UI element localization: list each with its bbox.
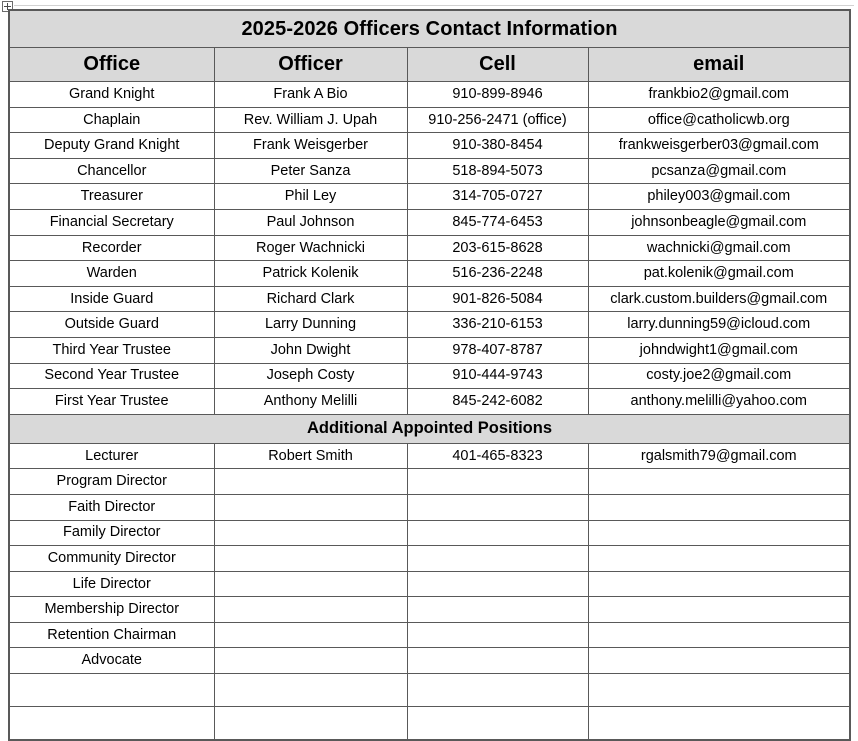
- cell-officer: [214, 707, 407, 741]
- cell-cell: [407, 707, 588, 741]
- cell-cell: 518-894-5073: [407, 158, 588, 184]
- cell-office: First Year Trustee: [9, 389, 214, 415]
- cell-email: [588, 707, 850, 741]
- column-header-cell: Cell: [407, 48, 588, 82]
- cell-officer: [214, 571, 407, 597]
- table-row: [9, 546, 850, 572]
- cell-cell: 336-210-6153: [407, 312, 588, 338]
- cell-cell: 901-826-5084: [407, 286, 588, 312]
- table-row: [9, 286, 850, 312]
- table-row: [9, 82, 850, 108]
- cell-office: Third Year Trustee: [9, 337, 214, 363]
- cell-office: Chancellor: [9, 158, 214, 184]
- table-row: [9, 469, 850, 495]
- cell-office: Program Director: [9, 469, 214, 495]
- cell-office: Faith Director: [9, 494, 214, 520]
- cell-officer: Roger Wachnicki: [214, 235, 407, 261]
- table-row: [9, 648, 850, 674]
- cell-cell: 910-899-8946: [407, 82, 588, 108]
- cell-email: clark.custom.builders@gmail.com: [588, 286, 850, 312]
- cell-email: [588, 546, 850, 572]
- table-row: [9, 389, 850, 415]
- cell-office: [9, 674, 214, 707]
- cell-office: Retention Chairman: [9, 622, 214, 648]
- cell-office: Grand Knight: [9, 82, 214, 108]
- cell-cell: [407, 571, 588, 597]
- cell-office: Membership Director: [9, 597, 214, 623]
- table-row: [9, 622, 850, 648]
- table-row: [9, 443, 850, 469]
- cell-cell: 845-774-6453: [407, 209, 588, 235]
- column-header-officer: Officer: [214, 48, 407, 82]
- cell-office: Life Director: [9, 571, 214, 597]
- cell-email: costy.joe2@gmail.com: [588, 363, 850, 389]
- cell-officer: Anthony Melilli: [214, 389, 407, 415]
- cell-email: [588, 571, 850, 597]
- table-row: [9, 363, 850, 389]
- cell-officer: [214, 546, 407, 572]
- table-title-banner: 2025-2026 Officers Contact Information: [9, 10, 850, 48]
- cell-cell: [407, 597, 588, 623]
- cell-email: [588, 597, 850, 623]
- table-row: [9, 107, 850, 133]
- cell-officer: Larry Dunning: [214, 312, 407, 338]
- cell-officer: John Dwight: [214, 337, 407, 363]
- table-row-empty: [9, 707, 850, 741]
- table-row: [9, 133, 850, 159]
- cell-cell: [407, 674, 588, 707]
- cell-cell: 203-615-8628: [407, 235, 588, 261]
- cell-officer: Joseph Costy: [214, 363, 407, 389]
- officers-table-container: [8, 9, 849, 741]
- cell-officer: Rev. William J. Upah: [214, 107, 407, 133]
- cell-email: johnsonbeagle@gmail.com: [588, 209, 850, 235]
- table-row: [9, 597, 850, 623]
- cell-officer: Frank A Bio: [214, 82, 407, 108]
- cell-cell: 910-444-9743: [407, 363, 588, 389]
- cell-office: Advocate: [9, 648, 214, 674]
- cell-officer: [214, 469, 407, 495]
- cell-officer: Phil Ley: [214, 184, 407, 210]
- cell-officer: Robert Smith: [214, 443, 407, 469]
- cell-office: Outside Guard: [9, 312, 214, 338]
- cell-cell: 516-236-2248: [407, 261, 588, 287]
- cell-email: [588, 469, 850, 495]
- column-header-row: [9, 48, 850, 82]
- table-row: [9, 261, 850, 287]
- cell-cell: 845-242-6082: [407, 389, 588, 415]
- cell-officer: Patrick Kolenik: [214, 261, 407, 287]
- cell-officer: [214, 622, 407, 648]
- cell-officer: Peter Sanza: [214, 158, 407, 184]
- cell-email: rgalsmith79@gmail.com: [588, 443, 850, 469]
- cell-cell: 978-407-8787: [407, 337, 588, 363]
- cell-cell: 910-380-8454: [407, 133, 588, 159]
- cell-officer: Richard Clark: [214, 286, 407, 312]
- cell-officer: [214, 494, 407, 520]
- cell-cell: [407, 546, 588, 572]
- section-banner-row: [9, 414, 850, 443]
- cell-office: Lecturer: [9, 443, 214, 469]
- cell-office: Treasurer: [9, 184, 214, 210]
- cell-officer: Frank Weisgerber: [214, 133, 407, 159]
- cell-officer: Paul Johnson: [214, 209, 407, 235]
- cell-office: Financial Secretary: [9, 209, 214, 235]
- table-row: [9, 520, 850, 546]
- cell-office: Warden: [9, 261, 214, 287]
- cell-office: Family Director: [9, 520, 214, 546]
- cell-cell: 314-705-0727: [407, 184, 588, 210]
- cell-cell: [407, 494, 588, 520]
- cell-office: Inside Guard: [9, 286, 214, 312]
- cell-office: Recorder: [9, 235, 214, 261]
- cell-email: [588, 622, 850, 648]
- officers-contact-table: [8, 9, 851, 741]
- cell-email: philey003@gmail.com: [588, 184, 850, 210]
- cell-email: anthony.melilli@yahoo.com: [588, 389, 850, 415]
- cell-email: pcsanza@gmail.com: [588, 158, 850, 184]
- table-row: [9, 494, 850, 520]
- cell-cell: 910-256-2471 (office): [407, 107, 588, 133]
- cell-office: Community Director: [9, 546, 214, 572]
- cell-email: [588, 648, 850, 674]
- cell-email: [588, 494, 850, 520]
- cell-cell: [407, 469, 588, 495]
- page-top-rule: [14, 5, 854, 6]
- cell-office: Chaplain: [9, 107, 214, 133]
- table-row: [9, 235, 850, 261]
- cell-officer: [214, 520, 407, 546]
- cell-email: office@catholicwb.org: [588, 107, 850, 133]
- cell-cell: [407, 648, 588, 674]
- column-header-email: email: [588, 48, 850, 82]
- column-header-office: Office: [9, 48, 214, 82]
- table-row: [9, 158, 850, 184]
- table-title-row: [9, 10, 850, 48]
- cell-office: [9, 707, 214, 741]
- cell-cell: 401-465-8323: [407, 443, 588, 469]
- cell-cell: [407, 622, 588, 648]
- cell-email: larry.dunning59@icloud.com: [588, 312, 850, 338]
- table-row: [9, 337, 850, 363]
- cell-email: [588, 674, 850, 707]
- cell-office: Second Year Trustee: [9, 363, 214, 389]
- cell-officer: [214, 674, 407, 707]
- table-row: [9, 209, 850, 235]
- section-banner-additional-appointed-positions: Additional Appointed Positions: [9, 414, 850, 443]
- cell-email: wachnicki@gmail.com: [588, 235, 850, 261]
- table-row: [9, 184, 850, 210]
- cell-officer: [214, 597, 407, 623]
- cell-office: Deputy Grand Knight: [9, 133, 214, 159]
- cell-officer: [214, 648, 407, 674]
- cell-cell: [407, 520, 588, 546]
- cell-email: pat.kolenik@gmail.com: [588, 261, 850, 287]
- cell-email: frankweisgerber03@gmail.com: [588, 133, 850, 159]
- table-row-empty: [9, 674, 850, 707]
- table-row: [9, 312, 850, 338]
- cell-email: frankbio2@gmail.com: [588, 82, 850, 108]
- table-row: [9, 571, 850, 597]
- cell-email: [588, 520, 850, 546]
- cell-email: johndwight1@gmail.com: [588, 337, 850, 363]
